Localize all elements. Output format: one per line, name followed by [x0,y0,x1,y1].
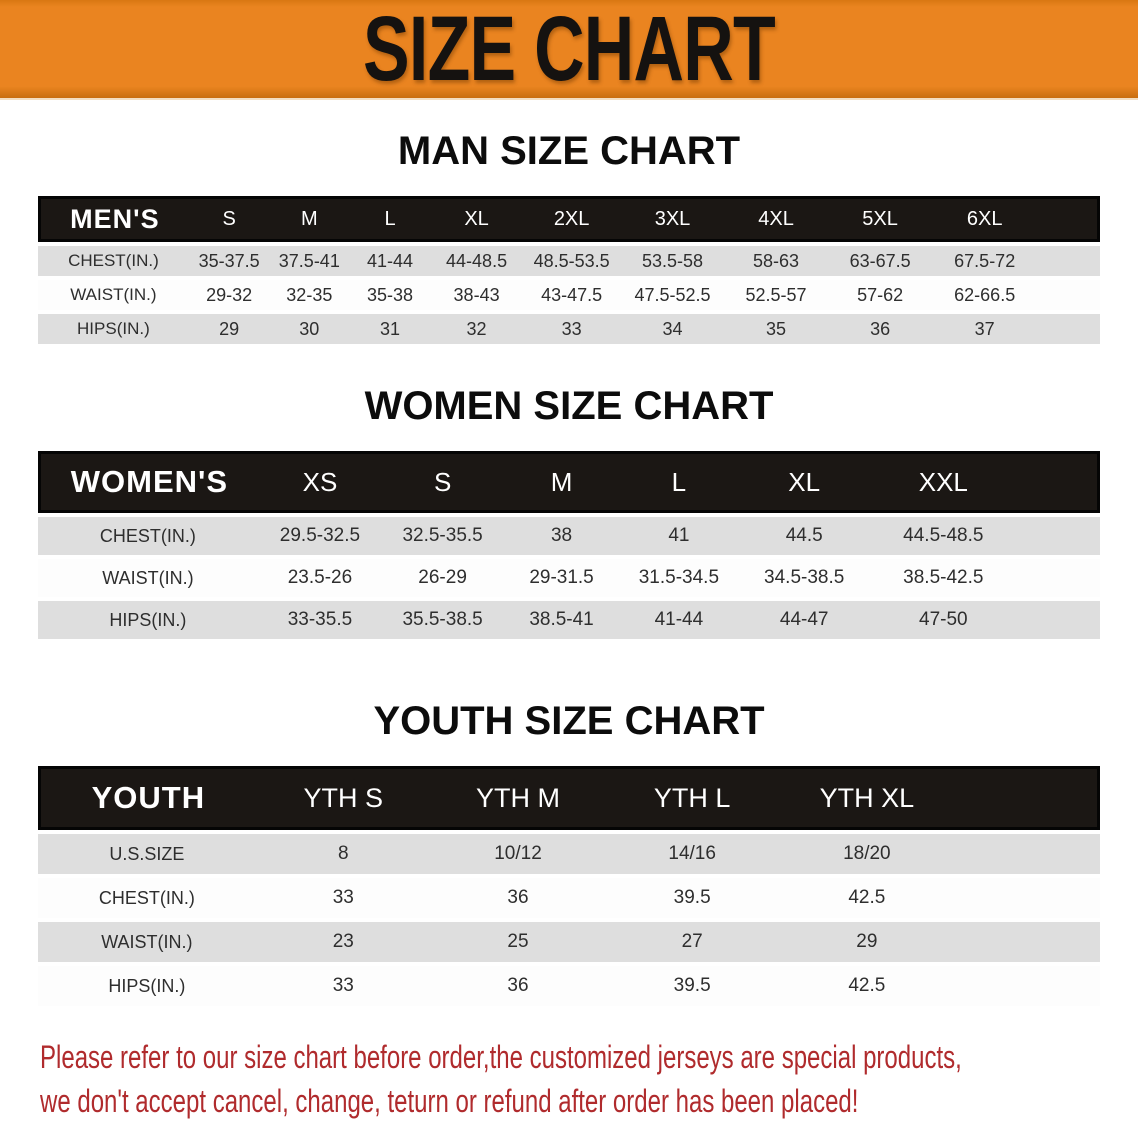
youth-chest-row [38,878,1100,918]
size-value: 29-32 [189,280,270,310]
women-col-header: L [620,451,738,513]
row-label: WAIST(IN.) [38,559,258,597]
size-value: 31.5-34.5 [620,559,738,597]
women-table-wrap [38,447,1100,643]
spacer-cell [954,834,1100,874]
row-label: WAIST(IN.) [38,922,256,962]
size-value: 32 [431,314,522,344]
women-col-header: XS [258,451,382,513]
size-value: 42.5 [779,878,954,918]
size-value: 8 [256,834,431,874]
spacer-cell [1037,196,1100,242]
men-col-header: 4XL [724,196,828,242]
size-value: 37 [932,314,1037,344]
size-value: 38 [503,517,620,555]
youth-waist-row [38,922,1100,962]
women-section-heading: WOMEN SIZE CHART [364,384,774,428]
size-value: 38.5-42.5 [871,559,1016,597]
size-value: 67.5-72 [932,246,1037,276]
size-value: 53.5-58 [621,246,724,276]
size-value: 63-67.5 [828,246,932,276]
row-label: CHEST(IN.) [38,878,256,918]
size-value: 36 [431,966,605,1006]
size-value: 38-43 [431,280,522,310]
size-value: 33-35.5 [258,601,382,639]
size-value: 23.5-26 [258,559,382,597]
size-value: 43-47.5 [522,280,621,310]
men-section-heading: MAN SIZE CHART [397,129,741,173]
men-col-header: S [189,196,270,242]
size-value: 26-29 [382,559,503,597]
policy-line-2: we don't accept cancel, change, teturn or refund after order has been placed! [40,1083,859,1119]
row-label: CHEST(IN.) [38,517,258,555]
youth-hips-row [38,966,1100,1006]
size-value: 33 [256,878,431,918]
youth-group-label: YOUTH [38,766,256,830]
size-value: 62-66.5 [932,280,1037,310]
size-value: 41 [620,517,738,555]
size-value: 32.5-35.5 [382,517,503,555]
size-value: 47.5-52.5 [621,280,724,310]
size-value: 23 [256,922,431,962]
size-value: 14/16 [605,834,779,874]
women-group-label: WOMEN'S [38,451,258,513]
men-hips-row [38,314,1100,344]
men-col-header: 3XL [621,196,724,242]
youth-size-table [38,762,1100,1010]
size-chart-banner [0,0,1138,100]
size-value: 38.5-41 [503,601,620,639]
men-header-row [38,196,1100,242]
size-value: 47-50 [871,601,1016,639]
spacer-cell [1016,601,1100,639]
size-value: 36 [828,314,932,344]
youth-section-heading: YOUTH SIZE CHART [373,699,765,743]
size-value: 35.5-38.5 [382,601,503,639]
spacer-cell [1037,246,1100,276]
size-value: 37.5-41 [270,246,350,276]
men-col-header: 2XL [522,196,621,242]
size-value: 44.5 [738,517,871,555]
row-label: U.S.SIZE [38,834,256,874]
youth-ussize-row [38,834,1100,874]
size-value: 52.5-57 [724,280,828,310]
policy-line-1: Please refer to our size chart before order,the customized jerseys are special products, [40,1039,962,1075]
size-value: 29 [779,922,954,962]
women-col-header: M [503,451,620,513]
size-value: 29 [189,314,270,344]
size-value: 25 [431,922,605,962]
women-header-row [38,451,1100,513]
women-col-header: XXL [871,451,1016,513]
size-value: 35-37.5 [189,246,270,276]
size-value: 39.5 [605,878,779,918]
men-col-header: 6XL [932,196,1037,242]
men-col-header: 5XL [828,196,932,242]
women-hips-row [38,601,1100,639]
row-label: CHEST(IN.) [38,246,189,276]
size-value: 41-44 [620,601,738,639]
size-value: 44-48.5 [431,246,522,276]
size-value: 10/12 [431,834,605,874]
size-value: 27 [605,922,779,962]
size-value: 48.5-53.5 [522,246,621,276]
spacer-cell [954,878,1100,918]
row-label: HIPS(IN.) [38,601,258,639]
size-value: 36 [431,878,605,918]
size-value: 42.5 [779,966,954,1006]
size-value: 29-31.5 [503,559,620,597]
women-waist-row [38,559,1100,597]
men-col-header: XL [431,196,522,242]
size-value: 35-38 [349,280,431,310]
size-value: 33 [256,966,431,1006]
row-label: HIPS(IN.) [38,314,189,344]
men-group-label: MEN'S [38,196,189,242]
women-col-header: S [382,451,503,513]
youth-header-row [38,766,1100,830]
size-value: 57-62 [828,280,932,310]
spacer-cell [954,966,1100,1006]
spacer-cell [1016,559,1100,597]
size-value: 44-47 [738,601,871,639]
women-col-header: XL [738,451,871,513]
row-label: WAIST(IN.) [38,280,189,310]
youth-col-header: YTH M [431,766,605,830]
men-table-wrap [38,192,1100,348]
youth-col-header: YTH XL [779,766,954,830]
men-waist-row [38,280,1100,310]
page-title: SIZE CHART [363,0,775,100]
size-value: 35 [724,314,828,344]
size-value: 34 [621,314,724,344]
size-value: 33 [522,314,621,344]
youth-col-header: YTH S [256,766,431,830]
youth-col-header: YTH L [605,766,779,830]
size-value: 31 [349,314,431,344]
men-col-header: L [349,196,431,242]
size-value: 39.5 [605,966,779,1006]
size-value: 30 [270,314,350,344]
men-chest-row [38,246,1100,276]
row-label: HIPS(IN.) [38,966,256,1006]
size-value: 18/20 [779,834,954,874]
size-value: 29.5-32.5 [258,517,382,555]
size-value: 34.5-38.5 [738,559,871,597]
order-policy-notice [40,1035,1108,1123]
size-value: 41-44 [349,246,431,276]
men-col-header: M [270,196,350,242]
spacer-cell [954,766,1100,830]
spacer-cell [1016,517,1100,555]
spacer-cell [1037,280,1100,310]
spacer-cell [954,922,1100,962]
women-size-table [38,447,1100,643]
size-value: 32-35 [270,280,350,310]
spacer-cell [1037,314,1100,344]
men-size-table [38,192,1100,348]
size-value: 44.5-48.5 [871,517,1016,555]
youth-table-wrap [38,762,1100,1010]
women-chest-row [38,517,1100,555]
size-value: 58-63 [724,246,828,276]
spacer-cell [1016,451,1100,513]
